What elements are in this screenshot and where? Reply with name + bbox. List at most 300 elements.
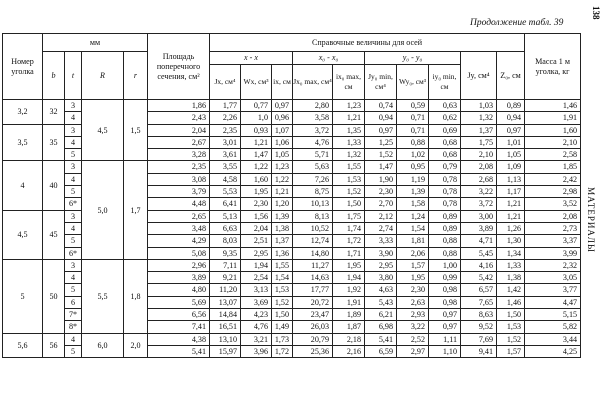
cell-Wy0: 0,71 [397, 112, 429, 124]
cell-ix0max: 1,23 [333, 100, 365, 112]
cell-Jx: 4,58 [210, 173, 241, 185]
cell-number: 3,2 [3, 100, 43, 125]
cell-number: 4,5 [3, 210, 43, 259]
cell-ix: 1,53 [272, 284, 293, 296]
cell-Jy: 4,71 [461, 235, 497, 247]
cell-Wy0: 1,19 [397, 173, 429, 185]
cell-Jy: 3,89 [461, 222, 497, 234]
cell-t: 4 [65, 173, 82, 185]
cell-Wx: 3,96 [241, 345, 272, 357]
cell-ix: 1,52 [272, 296, 293, 308]
cell-area: 4,29 [148, 235, 210, 247]
cell-Wy0: 1,02 [397, 149, 429, 161]
cell-Jx0max: 10,13 [293, 198, 333, 210]
cell-ix0max: 1,53 [333, 173, 365, 185]
cell-Jy: 9,41 [461, 345, 497, 357]
cell-Z0: 1,46 [497, 296, 525, 308]
cell-ix: 1,07 [272, 124, 293, 136]
cell-mass: 1,60 [525, 124, 581, 136]
cell-iy0min: 0,88 [429, 247, 461, 259]
cell-Jx: 3,55 [210, 161, 241, 173]
cell-Jx: 6,63 [210, 222, 241, 234]
cell-Wx: 2,95 [241, 247, 272, 259]
cell-t: 3 [65, 124, 82, 136]
col-number: Номер уголка [3, 34, 43, 100]
cell-Jy0min: 3,90 [365, 247, 397, 259]
cell-t: 6* [65, 198, 82, 210]
cell-Jx0max: 5,63 [293, 161, 333, 173]
cell-r: 2,0 [124, 333, 148, 358]
cell-t: 5 [65, 235, 82, 247]
cell-ix: 0,96 [272, 112, 293, 124]
cell-ix: 1,39 [272, 210, 293, 222]
cell-Wx: 1,0 [241, 112, 272, 124]
cell-iy0min: 0,69 [429, 124, 461, 136]
cell-ix0max: 1,91 [333, 296, 365, 308]
cell-iy0min: 0,98 [429, 296, 461, 308]
cell-Jy0min: 2,12 [365, 210, 397, 222]
cell-Jy0min: 1,47 [365, 161, 397, 173]
cell-Wy0: 0,71 [397, 124, 429, 136]
cell-r: 1,5 [124, 100, 148, 161]
cell-Wx: 0,77 [241, 100, 272, 112]
col-mm: мм [43, 34, 148, 52]
cell-mass: 1,85 [525, 161, 581, 173]
cell-Jx: 6,41 [210, 198, 241, 210]
cell-area: 3,48 [148, 222, 210, 234]
cell-Jx0max: 8,75 [293, 186, 333, 198]
cell-ix0max: 1,75 [333, 210, 365, 222]
cell-Wx: 2,54 [241, 272, 272, 284]
cell-t: 6 [65, 296, 82, 308]
col-Jy: Jy, см⁴ [461, 52, 497, 100]
cell-Jx: 2,26 [210, 112, 241, 124]
col-reference: Справочные величины для осей [210, 34, 525, 52]
cell-Jx0max: 23,47 [293, 309, 333, 321]
cell-Jx: 15,97 [210, 345, 241, 357]
cell-iy0min: 0,68 [429, 136, 461, 148]
table-row [3, 161, 581, 173]
cell-Jx0max: 12,74 [293, 235, 333, 247]
cell-ix0max: 1,50 [333, 198, 365, 210]
cell-mass: 3,05 [525, 272, 581, 284]
cell-Z0: 1,26 [497, 222, 525, 234]
cell-area: 3,08 [148, 173, 210, 185]
cell-mass: 5,15 [525, 309, 581, 321]
table-row [3, 100, 581, 112]
cell-Jx: 3,01 [210, 136, 241, 148]
cell-Z0: 1,34 [497, 247, 525, 259]
cell-Jy0min: 6,59 [365, 345, 397, 357]
col-Wx: Wx, см³ [241, 65, 272, 100]
cell-ix: 1,37 [272, 235, 293, 247]
cell-Wx: 3,69 [241, 296, 272, 308]
cell-R: 5,0 [82, 161, 124, 259]
cell-Wy0: 1,39 [397, 186, 429, 198]
table-row [3, 333, 581, 345]
cell-Jx0max: 14,80 [293, 247, 333, 259]
cell-mass: 3,99 [525, 247, 581, 259]
cell-Jx: 3,61 [210, 149, 241, 161]
cell-Wy0: 2,30 [397, 284, 429, 296]
cell-t: 5 [65, 186, 82, 198]
cell-t: 4 [65, 333, 82, 345]
cell-ix0max: 1,33 [333, 136, 365, 148]
cell-area: 5,08 [148, 247, 210, 259]
cell-ix0max: 1,32 [333, 149, 365, 161]
cell-area: 4,48 [148, 198, 210, 210]
cell-ix0max: 1,74 [333, 222, 365, 234]
cell-Jy: 4,16 [461, 259, 497, 271]
cell-mass: 2,98 [525, 186, 581, 198]
cell-Z0: 1,57 [497, 345, 525, 357]
cell-ix: 1,36 [272, 247, 293, 259]
cell-ix0max: 2,18 [333, 333, 365, 345]
cell-ix0max: 1,87 [333, 321, 365, 333]
cell-ix0max: 1,21 [333, 112, 365, 124]
cell-Jx0max: 5,71 [293, 149, 333, 161]
cell-ix: 1,06 [272, 136, 293, 148]
cell-Wy0: 0,59 [397, 100, 429, 112]
cell-area: 4,80 [148, 284, 210, 296]
cell-Jy: 1,32 [461, 112, 497, 124]
col-mass: Масса 1 м уголка, кг [525, 34, 581, 100]
cell-Jy0min: 0,97 [365, 124, 397, 136]
cell-Jy: 8,63 [461, 309, 497, 321]
cell-mass: 3,37 [525, 235, 581, 247]
cell-Z0: 1,05 [497, 149, 525, 161]
col-Z0: Z₀, см [497, 52, 525, 100]
cell-Jy0min: 0,74 [365, 100, 397, 112]
cell-Jy0min: 1,25 [365, 136, 397, 148]
cell-mass: 2,08 [525, 210, 581, 222]
cell-b: 35 [43, 124, 65, 161]
col-ix0max: ix₀ max, см [333, 65, 365, 100]
cell-R: 6,0 [82, 333, 124, 358]
cell-Jy: 5,42 [461, 272, 497, 284]
cell-Wy0: 1,57 [397, 259, 429, 271]
cell-Wx: 4,23 [241, 309, 272, 321]
cell-Jy: 2,08 [461, 161, 497, 173]
cell-Wx: 1,56 [241, 210, 272, 222]
cell-iy0min: 0,78 [429, 186, 461, 198]
cell-ix: 1,21 [272, 186, 293, 198]
cell-R: 4,5 [82, 100, 124, 161]
cell-Wx: 1,94 [241, 259, 272, 271]
cell-ix0max: 2,16 [333, 345, 365, 357]
cell-Jy: 3,00 [461, 210, 497, 222]
col-R: R [82, 52, 124, 100]
cell-t: 5 [65, 345, 82, 357]
cell-area: 5,41 [148, 345, 210, 357]
cell-Wy0: 2,93 [397, 309, 429, 321]
cell-t: 5 [65, 149, 82, 161]
cell-Z0: 1,21 [497, 198, 525, 210]
cell-Jx: 8,03 [210, 235, 241, 247]
cell-mass: 1,91 [525, 112, 581, 124]
cell-ix: 1,55 [272, 259, 293, 271]
cell-ix: 1,54 [272, 272, 293, 284]
cell-Z0: 0,97 [497, 124, 525, 136]
cell-t: 7* [65, 309, 82, 321]
cell-ix: 1,38 [272, 222, 293, 234]
cell-Jx0max: 8,13 [293, 210, 333, 222]
cell-Jx0max: 4,76 [293, 136, 333, 148]
cell-Jy0min: 0,94 [365, 112, 397, 124]
cell-Wx: 2,04 [241, 222, 272, 234]
cell-t: 3 [65, 259, 82, 271]
col-Jx0max: Jx₀ max, см⁴ [293, 65, 333, 100]
cell-mass: 2,73 [525, 222, 581, 234]
cell-area: 2,67 [148, 136, 210, 148]
cell-Z0: 1,38 [497, 272, 525, 284]
axis-x0: x₀ - x₀ [293, 52, 365, 65]
cell-Jy: 3,22 [461, 186, 497, 198]
cell-Wy0: 2,52 [397, 333, 429, 345]
cell-r: 1,8 [124, 259, 148, 333]
cell-Jx0max: 3,58 [293, 112, 333, 124]
cell-area: 4,38 [148, 333, 210, 345]
cell-Jx0max: 25,36 [293, 345, 333, 357]
cell-t: 4 [65, 272, 82, 284]
cell-Jy: 1,37 [461, 124, 497, 136]
cell-ix: 1,05 [272, 149, 293, 161]
cell-Jy0min: 1,90 [365, 173, 397, 185]
cell-Wy0: 1,54 [397, 222, 429, 234]
cell-Jx0max: 14,63 [293, 272, 333, 284]
cell-area: 1,86 [148, 100, 210, 112]
cell-Jy0min: 5,43 [365, 296, 397, 308]
cell-iy0min: 0,88 [429, 235, 461, 247]
cell-t: 6* [65, 247, 82, 259]
cell-Wy0: 3,22 [397, 321, 429, 333]
cell-iy0min: 0,89 [429, 222, 461, 234]
cell-Wx: 3,13 [241, 284, 272, 296]
axis-y0: y₀ - y₀ [365, 52, 461, 65]
cell-t: 3 [65, 100, 82, 112]
cell-Wy0: 1,81 [397, 235, 429, 247]
cell-Wx: 1,22 [241, 161, 272, 173]
cell-iy0min: 1,00 [429, 259, 461, 271]
cell-area: 2,04 [148, 124, 210, 136]
cell-ix: 1,73 [272, 333, 293, 345]
cell-iy0min: 0,97 [429, 321, 461, 333]
cell-Z0: 1,13 [497, 173, 525, 185]
cell-ix: 1,22 [272, 173, 293, 185]
page-number: 138 [591, 6, 601, 20]
cell-Jy: 5,45 [461, 247, 497, 259]
col-Jy0min: Jy₀ min, см⁴ [365, 65, 397, 100]
cell-Z0: 1,53 [497, 321, 525, 333]
cell-area: 5,69 [148, 296, 210, 308]
cell-iy0min: 0,68 [429, 149, 461, 161]
cell-area: 2,35 [148, 161, 210, 173]
cell-Jx0max: 20,79 [293, 333, 333, 345]
cell-ix0max: 1,71 [333, 247, 365, 259]
cell-mass: 2,10 [525, 136, 581, 148]
cell-Jx: 1,77 [210, 100, 241, 112]
cell-iy0min: 0,98 [429, 284, 461, 296]
cell-Jx: 9,21 [210, 272, 241, 284]
cell-Jx: 7,11 [210, 259, 241, 271]
cell-Z0: 1,17 [497, 186, 525, 198]
cell-ix: 1,50 [272, 309, 293, 321]
cell-Wx: 4,76 [241, 321, 272, 333]
cell-Jx: 13,07 [210, 296, 241, 308]
cell-Wy0: 1,95 [397, 272, 429, 284]
col-t: t [65, 52, 82, 100]
cell-t: 5 [65, 284, 82, 296]
cell-number: 5 [3, 259, 43, 333]
col-iy0min: iy₀ min, см [429, 65, 461, 100]
cell-t: 3 [65, 210, 82, 222]
cell-number: 3,5 [3, 124, 43, 161]
cell-t: 4 [65, 112, 82, 124]
cell-Jx: 5,13 [210, 210, 241, 222]
cell-Jy: 9,52 [461, 321, 497, 333]
cell-ix0max: 1,89 [333, 309, 365, 321]
col-Jx: Jx, см⁴ [210, 65, 241, 100]
cell-mass: 2,32 [525, 259, 581, 271]
cell-mass: 4,25 [525, 345, 581, 357]
cell-iy0min: 0,79 [429, 161, 461, 173]
cell-Jx: 13,10 [210, 333, 241, 345]
cell-Jy: 2,68 [461, 173, 497, 185]
cell-t: 8* [65, 321, 82, 333]
cell-Wy0: 2,06 [397, 247, 429, 259]
col-ix: ix, см [272, 65, 293, 100]
table-body [3, 100, 581, 358]
cell-Jx0max: 17,77 [293, 284, 333, 296]
cell-t: 3 [65, 161, 82, 173]
cell-Z0: 1,50 [497, 309, 525, 321]
cell-Jy0min: 6,98 [365, 321, 397, 333]
cell-Wy0: 2,97 [397, 345, 429, 357]
cell-Jy0min: 2,30 [365, 186, 397, 198]
table-row [3, 259, 581, 271]
cell-ix0max: 1,52 [333, 186, 365, 198]
cell-area: 2,96 [148, 259, 210, 271]
cell-Jy0min: 3,80 [365, 272, 397, 284]
cell-iy0min: 0,62 [429, 112, 461, 124]
cell-Z0: 1,30 [497, 235, 525, 247]
cell-area: 2,65 [148, 210, 210, 222]
cell-r: 1,7 [124, 161, 148, 259]
cell-Jx0max: 26,03 [293, 321, 333, 333]
col-Wy0: Wy₀, см³ [397, 65, 429, 100]
cell-Jy: 3,72 [461, 198, 497, 210]
cell-Z0: 1,21 [497, 210, 525, 222]
cell-Wx: 1,47 [241, 149, 272, 161]
cell-Wy0: 0,88 [397, 136, 429, 148]
cell-ix: 0,97 [272, 100, 293, 112]
cell-R: 5,5 [82, 259, 124, 333]
cell-Wy0: 0,95 [397, 161, 429, 173]
cell-Jx0max: 20,72 [293, 296, 333, 308]
cell-Wx: 0,93 [241, 124, 272, 136]
cell-area: 7,41 [148, 321, 210, 333]
cell-Z0: 0,94 [497, 112, 525, 124]
cell-ix0max: 1,72 [333, 235, 365, 247]
col-area: Площадь поперечного сечения, см² [148, 34, 210, 100]
cell-Jx: 9,35 [210, 247, 241, 259]
cell-Jy0min: 2,70 [365, 198, 397, 210]
cell-Jx0max: 7,26 [293, 173, 333, 185]
cell-area: 2,43 [148, 112, 210, 124]
cell-iy0min: 0,97 [429, 309, 461, 321]
cell-iy0min: 0,78 [429, 173, 461, 185]
table-continuation: Продолжение табл. 39 [470, 18, 564, 28]
cell-Jy0min: 3,33 [365, 235, 397, 247]
cell-number: 4 [3, 161, 43, 210]
cell-iy0min: 1,10 [429, 345, 461, 357]
cell-mass: 3,77 [525, 284, 581, 296]
cell-b: 56 [43, 333, 65, 358]
cell-Wy0: 1,24 [397, 210, 429, 222]
cell-mass: 2,42 [525, 173, 581, 185]
cell-iy0min: 1,11 [429, 333, 461, 345]
col-r: r [124, 52, 148, 100]
cell-iy0min: 0,99 [429, 272, 461, 284]
cell-Jy: 7,65 [461, 296, 497, 308]
cell-Jx: 2,35 [210, 124, 241, 136]
cell-mass: 3,44 [525, 333, 581, 345]
cell-Jx: 14,84 [210, 309, 241, 321]
cell-Jy0min: 6,21 [365, 309, 397, 321]
cell-Z0: 1,09 [497, 161, 525, 173]
angle-profile-table [2, 33, 581, 358]
cell-Z0: 1,42 [497, 284, 525, 296]
cell-ix0max: 1,95 [333, 259, 365, 271]
cell-Z0: 0,89 [497, 100, 525, 112]
cell-Jx: 5,53 [210, 186, 241, 198]
cell-Jx0max: 10,52 [293, 222, 333, 234]
cell-number: 5,6 [3, 333, 43, 358]
cell-ix0max: 1,92 [333, 284, 365, 296]
cell-t: 4 [65, 222, 82, 234]
cell-Wx: 3,21 [241, 333, 272, 345]
cell-t: 4 [65, 136, 82, 148]
col-b: b [43, 52, 65, 100]
cell-Z0: 1,01 [497, 136, 525, 148]
cell-area: 3,79 [148, 186, 210, 198]
cell-Jy0min: 1,52 [365, 149, 397, 161]
cell-ix: 1,49 [272, 321, 293, 333]
cell-Jx0max: 11,27 [293, 259, 333, 271]
cell-Wx: 1,95 [241, 186, 272, 198]
cell-ix0max: 1,35 [333, 124, 365, 136]
cell-mass: 3,52 [525, 198, 581, 210]
cell-Jy: 7,69 [461, 333, 497, 345]
cell-iy0min: 0,78 [429, 198, 461, 210]
cell-ix: 1,23 [272, 161, 293, 173]
cell-ix: 1,20 [272, 198, 293, 210]
cell-Wy0: 1,58 [397, 198, 429, 210]
cell-b: 50 [43, 259, 65, 333]
cell-Jy: 6,57 [461, 284, 497, 296]
cell-mass: 1,46 [525, 100, 581, 112]
cell-b: 32 [43, 100, 65, 125]
cell-Wx: 1,21 [241, 136, 272, 148]
cell-Z0: 1,33 [497, 259, 525, 271]
cell-Wx: 2,30 [241, 198, 272, 210]
cell-area: 6,56 [148, 309, 210, 321]
cell-Jy0min: 2,95 [365, 259, 397, 271]
cell-Jx: 16,51 [210, 321, 241, 333]
cell-ix: 1,72 [272, 345, 293, 357]
cell-Jy: 1,03 [461, 100, 497, 112]
cell-b: 40 [43, 161, 65, 210]
